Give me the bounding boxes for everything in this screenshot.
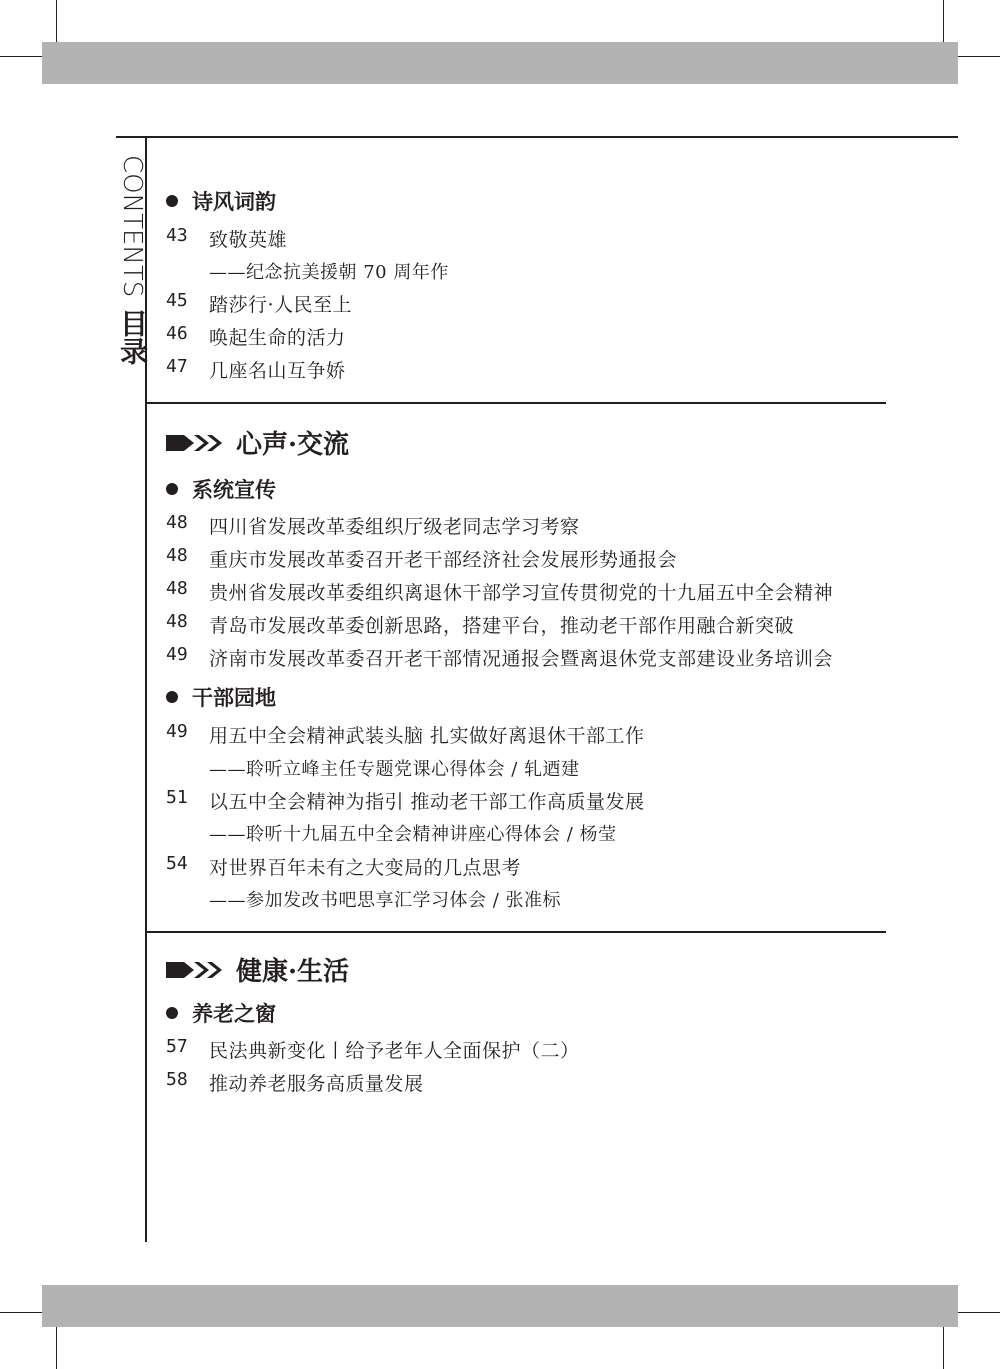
crop-mark <box>958 56 1000 57</box>
entry-title: 重庆市发展改革委召开老干部经济社会发展形势通报会 <box>209 549 678 571</box>
entry-note: ——纪念抗美援朝 70 周年作 <box>209 262 449 283</box>
page-number: 48 <box>166 512 188 533</box>
top-rule <box>116 136 958 138</box>
arrow-icon <box>166 432 234 454</box>
page-number: 49 <box>166 644 188 665</box>
toc-entry[interactable] <box>166 545 677 572</box>
toc-entry[interactable] <box>166 578 833 605</box>
subsection-label: 诗风词韵 <box>192 189 276 214</box>
subsection-label: 养老之窗 <box>192 1001 276 1026</box>
subsection-title <box>166 186 276 216</box>
entry-title: 推动养老服务高质量发展 <box>209 1073 424 1095</box>
section-heading-label: 健康·生活 <box>236 957 350 987</box>
page-number: 49 <box>166 721 188 742</box>
contents-label-en: CONTENTS <box>117 155 147 298</box>
toc-entry[interactable] <box>166 644 833 671</box>
page-number: 45 <box>166 290 188 311</box>
page-number: 48 <box>166 545 188 566</box>
arrow-icon <box>166 959 234 981</box>
section-heading-label: 心声·交流 <box>236 430 350 460</box>
toc-entry[interactable] <box>166 356 346 383</box>
page-number: 54 <box>166 853 188 874</box>
contents-label <box>112 155 152 365</box>
entry-title: 几座名山互争娇 <box>209 360 346 382</box>
section-heading <box>166 951 349 988</box>
subsection-title <box>166 682 276 712</box>
entry-note: ——聆听立峰主任专题党课心得体会 / 轧迺建 <box>209 759 580 780</box>
bullet-icon <box>166 483 178 495</box>
entry-title: 济南市发展改革委召开老干部情况通报会暨离退休党支部建设业务培训会 <box>209 648 834 670</box>
page-number: 51 <box>166 787 188 808</box>
entry-title: 青岛市发展改革委创新思路，搭建平台，推动老干部作用融合新突破 <box>209 615 795 637</box>
entry-title: 对世界百年未有之大变局的几点思考 <box>209 857 522 879</box>
toc-entry[interactable] <box>166 721 645 748</box>
entry-title: 用五中全会精神武装头脑 扎实做好离退休干部工作 <box>209 725 645 747</box>
toc-entry[interactable] <box>166 1036 580 1063</box>
entry-note: ——聆听十九届五中全会精神讲座心得体会 / 杨莹 <box>209 824 617 845</box>
entry-title: 四川省发展改革委组织厅级老同志学习考察 <box>209 516 580 538</box>
toc-entry[interactable] <box>166 853 521 880</box>
contents-label-cn: 目录 <box>116 309 149 366</box>
subsection-title <box>166 474 276 504</box>
toc-entry[interactable] <box>166 1069 424 1096</box>
entry-note: ——参加发改书吧思享汇学习体会 / 张准标 <box>209 890 562 911</box>
section-divider <box>145 931 886 933</box>
toc-entry[interactable] <box>166 611 794 638</box>
entry-title: 致敬英雄 <box>209 229 288 251</box>
toc-entry[interactable] <box>166 290 352 317</box>
bullet-icon <box>166 1007 178 1019</box>
crop-mark <box>943 0 944 42</box>
toc-entry[interactable] <box>166 512 580 539</box>
crop-mark <box>0 1312 42 1313</box>
subsection-title <box>166 998 276 1028</box>
section-heading <box>166 424 349 461</box>
entry-title: 贵州省发展改革委组织离退休干部学习宣传贯彻党的十九届五中全会精神 <box>209 582 834 604</box>
toc-entry[interactable] <box>166 787 645 814</box>
entry-title: 踏莎行·人民至上 <box>209 294 353 316</box>
toc-entry[interactable] <box>166 323 346 350</box>
crop-mark <box>958 1312 1000 1313</box>
top-band <box>42 42 958 84</box>
page-number: 57 <box>166 1036 188 1057</box>
entry-title: 唤起生命的活力 <box>209 327 346 349</box>
crop-mark <box>56 0 57 42</box>
page-number: 46 <box>166 323 188 344</box>
toc-entry[interactable] <box>166 225 287 252</box>
bullet-icon <box>166 195 178 207</box>
crop-mark <box>56 1327 57 1369</box>
entry-title: 民法典新变化丨给予老年人全面保护（二） <box>209 1040 580 1062</box>
crop-mark <box>0 56 42 57</box>
page-number: 48 <box>166 578 188 599</box>
page-number: 43 <box>166 225 188 246</box>
section-divider <box>145 402 886 404</box>
page-number: 47 <box>166 356 188 377</box>
subsection-label: 干部园地 <box>192 685 276 710</box>
page-number: 58 <box>166 1069 188 1090</box>
bullet-icon <box>166 691 178 703</box>
crop-mark <box>943 1327 944 1369</box>
bottom-band <box>42 1285 958 1327</box>
page-number: 48 <box>166 611 188 632</box>
subsection-label: 系统宣传 <box>192 477 276 502</box>
entry-title: 以五中全会精神为指引 推动老干部工作高质量发展 <box>209 791 645 813</box>
